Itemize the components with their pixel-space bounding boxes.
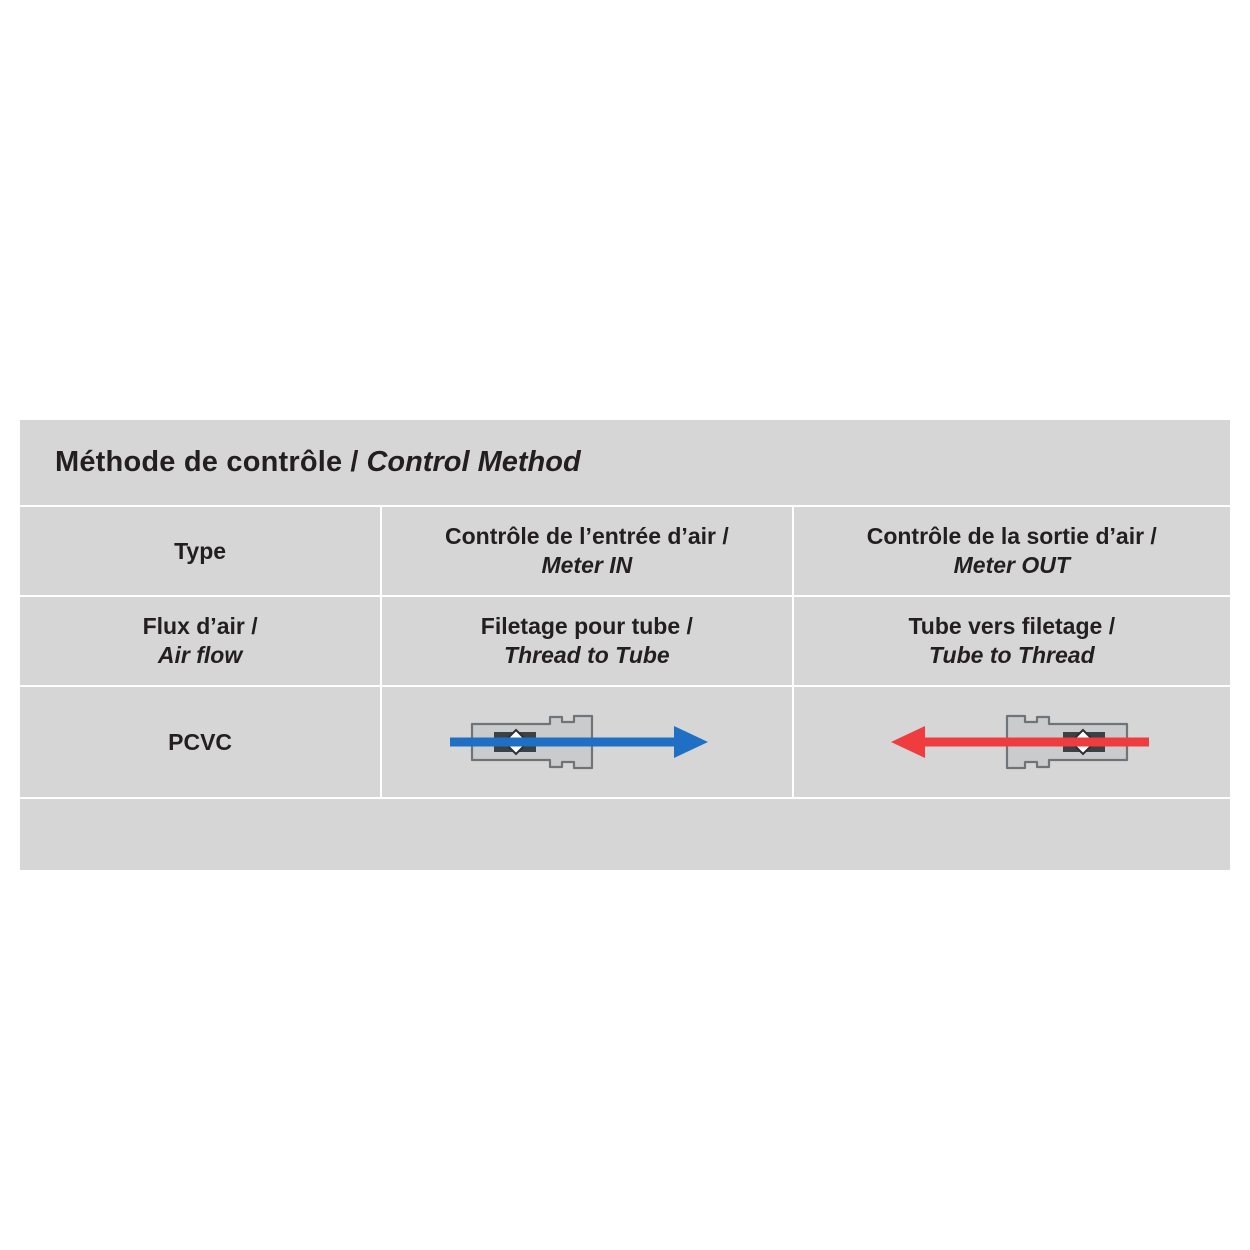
fitting-arrow-right-blue-icon xyxy=(442,692,732,792)
fitting-diagram-meter-in xyxy=(382,687,791,797)
airflow-in-en: Thread to Tube xyxy=(504,642,670,668)
header-meter-out-fr: Contrôle de la sortie d’air / xyxy=(866,522,1157,549)
header-type-label: Type xyxy=(174,537,227,564)
airflow-cell-in xyxy=(381,596,792,686)
control-method-table xyxy=(20,505,1230,869)
header-meter-in-fr: Contrôle de l’entrée d’air / xyxy=(445,522,729,549)
pcvc-cell-in xyxy=(381,686,792,798)
panel-title-separator: / xyxy=(350,446,359,478)
control-method-panel xyxy=(20,420,1230,870)
table-row-pcvc xyxy=(20,686,1230,798)
airflow-cell-type xyxy=(20,596,381,686)
spacer-cell-type xyxy=(20,798,381,869)
airflow-type-en: Air flow xyxy=(157,642,243,668)
table-header-row xyxy=(20,506,1230,596)
panel-title xyxy=(20,420,1230,505)
fitting-diagram-meter-out xyxy=(794,687,1230,797)
header-meter-out-en: Meter OUT xyxy=(953,552,1070,578)
airflow-type-fr: Flux d’air / xyxy=(142,612,258,639)
spacer-cell-out xyxy=(793,798,1230,869)
header-cell-meter-out xyxy=(793,506,1230,596)
table-row-airflow xyxy=(20,596,1230,686)
fitting-arrow-left-red-icon xyxy=(867,692,1157,792)
pcvc-type-label: PCVC xyxy=(168,728,233,755)
spacer-cell-in xyxy=(381,798,792,869)
airflow-out-en: Tube to Thread xyxy=(928,642,1095,668)
header-cell-type xyxy=(20,506,381,596)
airflow-in-fr: Filetage pour tube / xyxy=(480,612,693,639)
pcvc-cell-out xyxy=(793,686,1230,798)
airflow-cell-out xyxy=(793,596,1230,686)
header-meter-in-en: Meter IN xyxy=(541,552,633,578)
table-row-spacer xyxy=(20,798,1230,869)
panel-title-fr: Méthode de contrôle xyxy=(55,446,343,478)
airflow-out-fr: Tube vers filetage / xyxy=(908,612,1116,639)
panel-title-en: Control Method xyxy=(366,446,581,478)
header-cell-meter-in xyxy=(381,506,792,596)
pcvc-cell-type xyxy=(20,686,381,798)
